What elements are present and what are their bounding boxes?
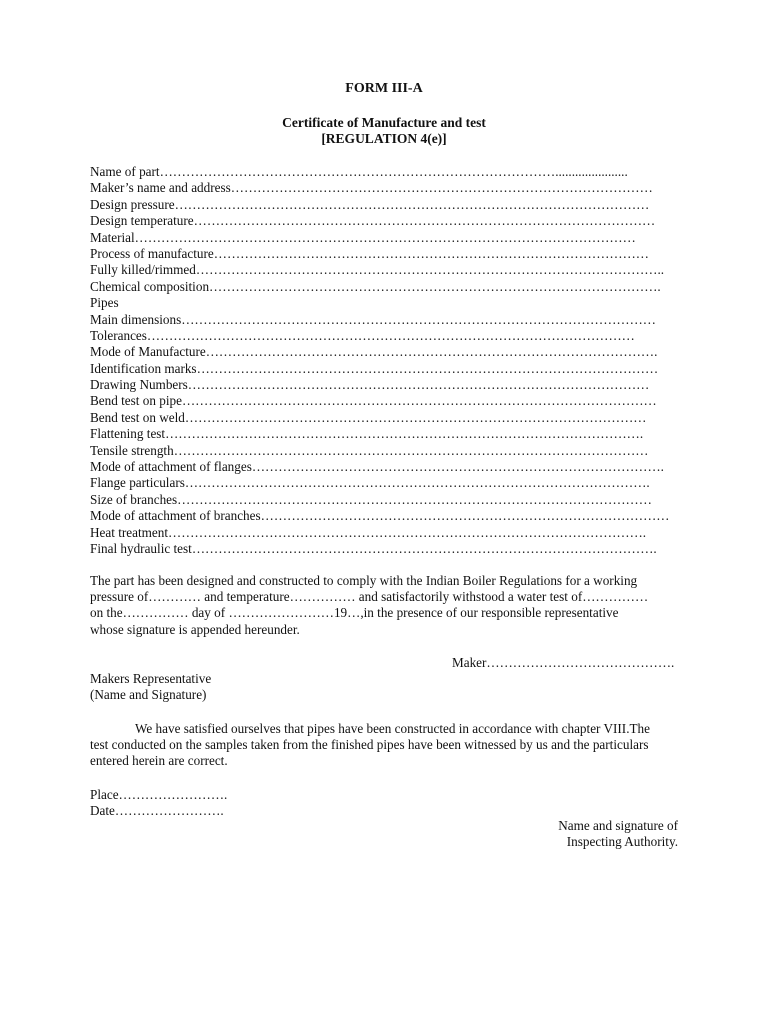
form-field-row — [90, 410, 680, 426]
field-label: Name of part — [90, 164, 160, 179]
field-fill-line: ……………………………………………………………………………………………. — [191, 540, 657, 556]
maker-signature-line: Maker……………………………………. — [452, 655, 675, 670]
field-label: Size of branches — [90, 491, 178, 507]
field-label: Fully killed/rimmed — [90, 262, 196, 278]
inspection-line: We have satisfied ourselves that pipes have been constructed in accordance with chapter VIII.The — [135, 721, 650, 736]
field-fill-line: …………………………………………………………………………………………. — [209, 278, 661, 294]
field-fill-line: ………………………………………………………………………………...................... — [159, 164, 628, 179]
certificate-subtitle: Certificate of Manufacture and test — [282, 115, 486, 130]
declaration-line: The part has been designed and constructed to comply with the Indian Boiler Regulations for a working — [90, 573, 638, 588]
field-fill-line: ……………………………………………………………………………………… — [213, 245, 649, 261]
field-label: Mode of attachment of flanges — [90, 459, 252, 475]
field-label: Identification marks — [90, 360, 197, 376]
field-fill-line: ………………………………………………………………………………………………… — [146, 327, 635, 343]
date-field: Date……………………. — [90, 803, 224, 819]
form-field-row — [90, 279, 680, 295]
form-field-row — [90, 377, 680, 393]
field-label: Mode of Manufacture — [90, 344, 206, 360]
makers-representative — [90, 671, 211, 704]
form-field-row — [90, 295, 680, 311]
field-fill-line: …………………………………………………………………………………………… — [193, 213, 656, 229]
field-fill-line: …………………………………………………………………………………. — [251, 459, 664, 475]
declaration-line: on the…………… day of ……………………19…,in the presence of our responsible representative — [90, 605, 619, 621]
field-fill-line: …………………………………………………………………………………………… — [184, 409, 647, 425]
makers-rep-note: (Name and Signature) — [90, 687, 207, 703]
field-fill-line: ………………………………………………………………………………………………. — [168, 524, 647, 540]
field-fill-line: …………………………………………………………………………………………… — [196, 360, 659, 376]
field-fill-line: ……………………………………………………………………………………………… — [173, 442, 649, 458]
authority-line: Inspecting Authority. — [566, 834, 678, 850]
field-fill-line: ……………………………………………………………………………………………… — [177, 491, 652, 507]
field-label: Bend test on pipe — [90, 393, 182, 409]
field-fill-line: ………………………………………………………………………………… — [260, 508, 670, 524]
field-fill-line: ……………………………………………………………………………………………… — [181, 311, 656, 327]
form-field-row — [90, 312, 680, 328]
field-label: Bend test on weld — [90, 409, 185, 425]
field-label: Main dimensions — [90, 311, 182, 327]
field-label: Design temperature — [90, 213, 194, 229]
form-field-row — [90, 443, 680, 459]
field-fill-line: …………………………………………………………………………………………. — [205, 344, 658, 360]
inspection-paragraph — [90, 721, 690, 770]
inspection-line: test conducted on the samples taken from the finished pipes have been witnessed by us and the particulars — [90, 737, 649, 753]
field-label: Design pressure — [90, 196, 175, 212]
field-label: Heat treatment — [90, 524, 168, 540]
field-label: Flattening test — [90, 426, 166, 442]
field-fill-line: …………………………………………………………………………………………………… — [134, 229, 636, 245]
makers-rep-title: Makers Representative — [90, 671, 212, 686]
form-field-row — [90, 361, 680, 377]
place-date-block — [90, 787, 227, 820]
form-field-row — [90, 459, 680, 475]
inspection-line: entered herein are correct. — [90, 753, 228, 769]
field-label: Chemical composition — [90, 278, 210, 294]
form-field-row — [90, 508, 680, 524]
form-field-row — [90, 344, 680, 360]
field-list — [90, 164, 680, 557]
field-fill-line: …………………………………………………………………………………………… — [187, 377, 650, 393]
field-label: Flange particulars — [90, 475, 185, 491]
declaration-paragraph — [90, 573, 690, 638]
field-fill-line: ……………………………………………………………………………………………… — [174, 196, 650, 212]
field-label: Process of manufacture — [90, 245, 214, 261]
form-field-row — [90, 230, 680, 246]
declaration-line: pressure of………… and temperature…………… and satisfactorily withstood a water test of…………… — [90, 589, 649, 605]
authority-line: Name and signature of — [558, 818, 678, 833]
field-label: Maker’s name and address — [90, 180, 231, 196]
field-fill-line: ……………………………………………………………………………………………. — [184, 475, 650, 491]
field-label: Pipes — [90, 295, 119, 311]
form-field-row — [90, 475, 680, 491]
field-label: Tensile strength — [90, 442, 174, 458]
form-field-row — [90, 541, 680, 557]
form-field-row — [90, 246, 680, 262]
field-label: Mode of attachment of branches — [90, 508, 261, 524]
form-field-row — [90, 262, 680, 278]
field-label: Material — [90, 229, 135, 245]
field-fill-line: ……………………………………………………………………………………………… — [181, 393, 657, 409]
form-field-row — [90, 180, 680, 196]
form-field-row — [90, 525, 680, 541]
form-field-row — [90, 426, 680, 442]
field-label: Drawing Numbers — [90, 377, 188, 393]
form-field-row — [90, 492, 680, 508]
form-field-row — [90, 328, 680, 344]
form-field-row — [90, 197, 680, 213]
field-label: Final hydraulic test — [90, 540, 192, 556]
field-fill-line: …………………………………………………………………………………… — [230, 180, 653, 196]
declaration-line: whose signature is appended hereunder. — [90, 621, 300, 637]
form-field-row — [90, 164, 680, 180]
form-field-row — [90, 393, 680, 409]
field-fill-line: …………………………………………………………………………………………….. — [195, 262, 665, 278]
place-field: Place……………………. — [90, 787, 228, 802]
inspecting-authority-block — [558, 818, 678, 851]
field-fill-line: ………………………………………………………………………………………………. — [165, 426, 644, 442]
regulation-reference: [REGULATION 4(e)] — [321, 131, 447, 146]
form-title: FORM III-A — [345, 81, 423, 96]
field-label: Tolerances — [90, 327, 147, 343]
form-field-row — [90, 213, 680, 229]
